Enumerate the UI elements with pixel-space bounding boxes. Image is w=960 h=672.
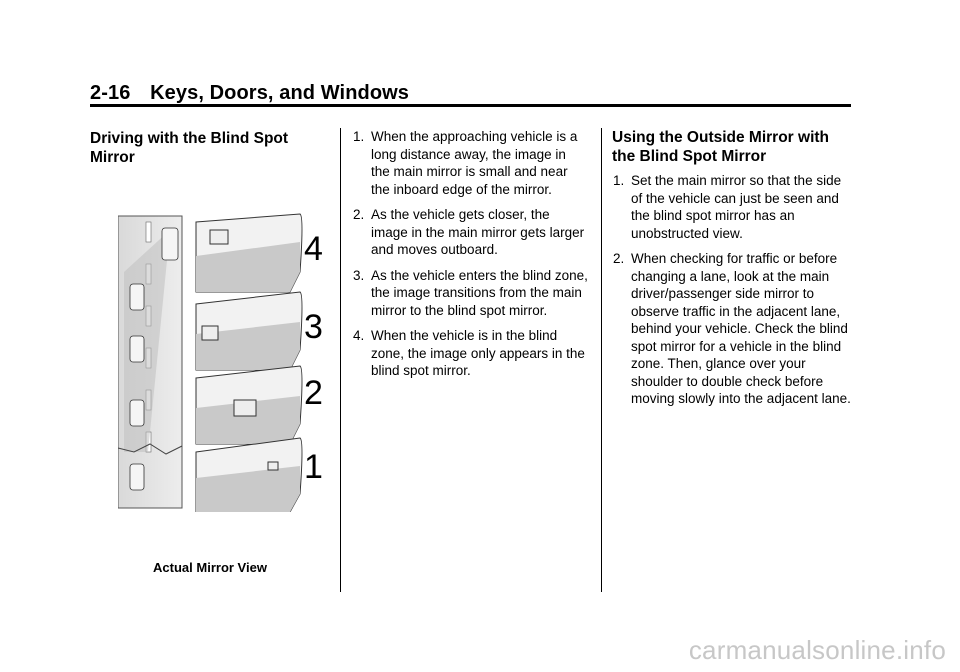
step-number: 3. bbox=[353, 267, 365, 283]
list-item bbox=[353, 206, 588, 259]
heading-line: Using the Outside Mirror with bbox=[612, 129, 830, 146]
step-text: As the vehicle enters the blind zone, the image transitions from the main mirror to the blind spot mirror. bbox=[371, 267, 588, 318]
column-divider bbox=[340, 128, 341, 592]
mirror-label-2: 2 bbox=[304, 374, 323, 412]
step-number: 1. bbox=[353, 129, 365, 144]
mirror-label-4: 4 bbox=[304, 230, 323, 268]
step-number: 4. bbox=[353, 328, 365, 343]
mirror-label-1: 1 bbox=[304, 448, 323, 486]
heading-line: Mirror bbox=[90, 149, 135, 166]
header-rule bbox=[90, 104, 851, 107]
mirror-label-3: 3 bbox=[304, 308, 323, 346]
step-number: 1. bbox=[613, 173, 625, 188]
watermark: carmanualsonline.info bbox=[688, 635, 946, 665]
page-header bbox=[90, 82, 409, 105]
step-text: When checking for traffic or before changing a lane, look at the main driver/passenger side mirror to observe traffic in the adjacent lane, behind your vehicle. Check the blind spot mirror for a vehicle in the blind zone. Then, glance over your shoulder to double check before moving slowly into the adjacent lane. bbox=[631, 251, 851, 406]
mirror-view-illustration bbox=[118, 212, 330, 512]
heading-line: the Blind Spot Mirror bbox=[612, 148, 767, 165]
column-divider bbox=[601, 128, 602, 592]
steps-list-outside-mirror bbox=[613, 172, 853, 416]
list-item bbox=[353, 128, 588, 198]
heading-driving-blind-spot bbox=[90, 129, 330, 167]
section-title: Keys, Doors, and Windows bbox=[150, 82, 410, 104]
list-item bbox=[353, 267, 588, 320]
list-item bbox=[613, 250, 853, 408]
list-item bbox=[353, 327, 588, 380]
page-number: 2-16 bbox=[90, 82, 131, 104]
step-number: 2. bbox=[613, 251, 625, 266]
step-text: When the approaching vehicle is a long distance away, the image in the main mirror is small and near the inboard edge of the mirror. bbox=[371, 129, 578, 197]
figure-caption: Actual Mirror View bbox=[153, 560, 267, 575]
step-text: When the vehicle is in the blind zone, the image only appears in the blind spot mirror. bbox=[371, 328, 585, 378]
step-text: As the vehicle gets closer, the image in the main mirror gets larger and moves outboard. bbox=[371, 207, 585, 257]
steps-list-blind-spot bbox=[353, 128, 588, 388]
heading-outside-mirror bbox=[612, 128, 857, 166]
heading-line: Driving with the Blind Spot bbox=[90, 130, 289, 147]
step-text: Set the main mirror so that the side of the vehicle can just be seen and the blind spot mirror has an unobstructed view. bbox=[631, 173, 842, 241]
list-item bbox=[613, 172, 853, 242]
step-number: 2. bbox=[353, 207, 365, 222]
